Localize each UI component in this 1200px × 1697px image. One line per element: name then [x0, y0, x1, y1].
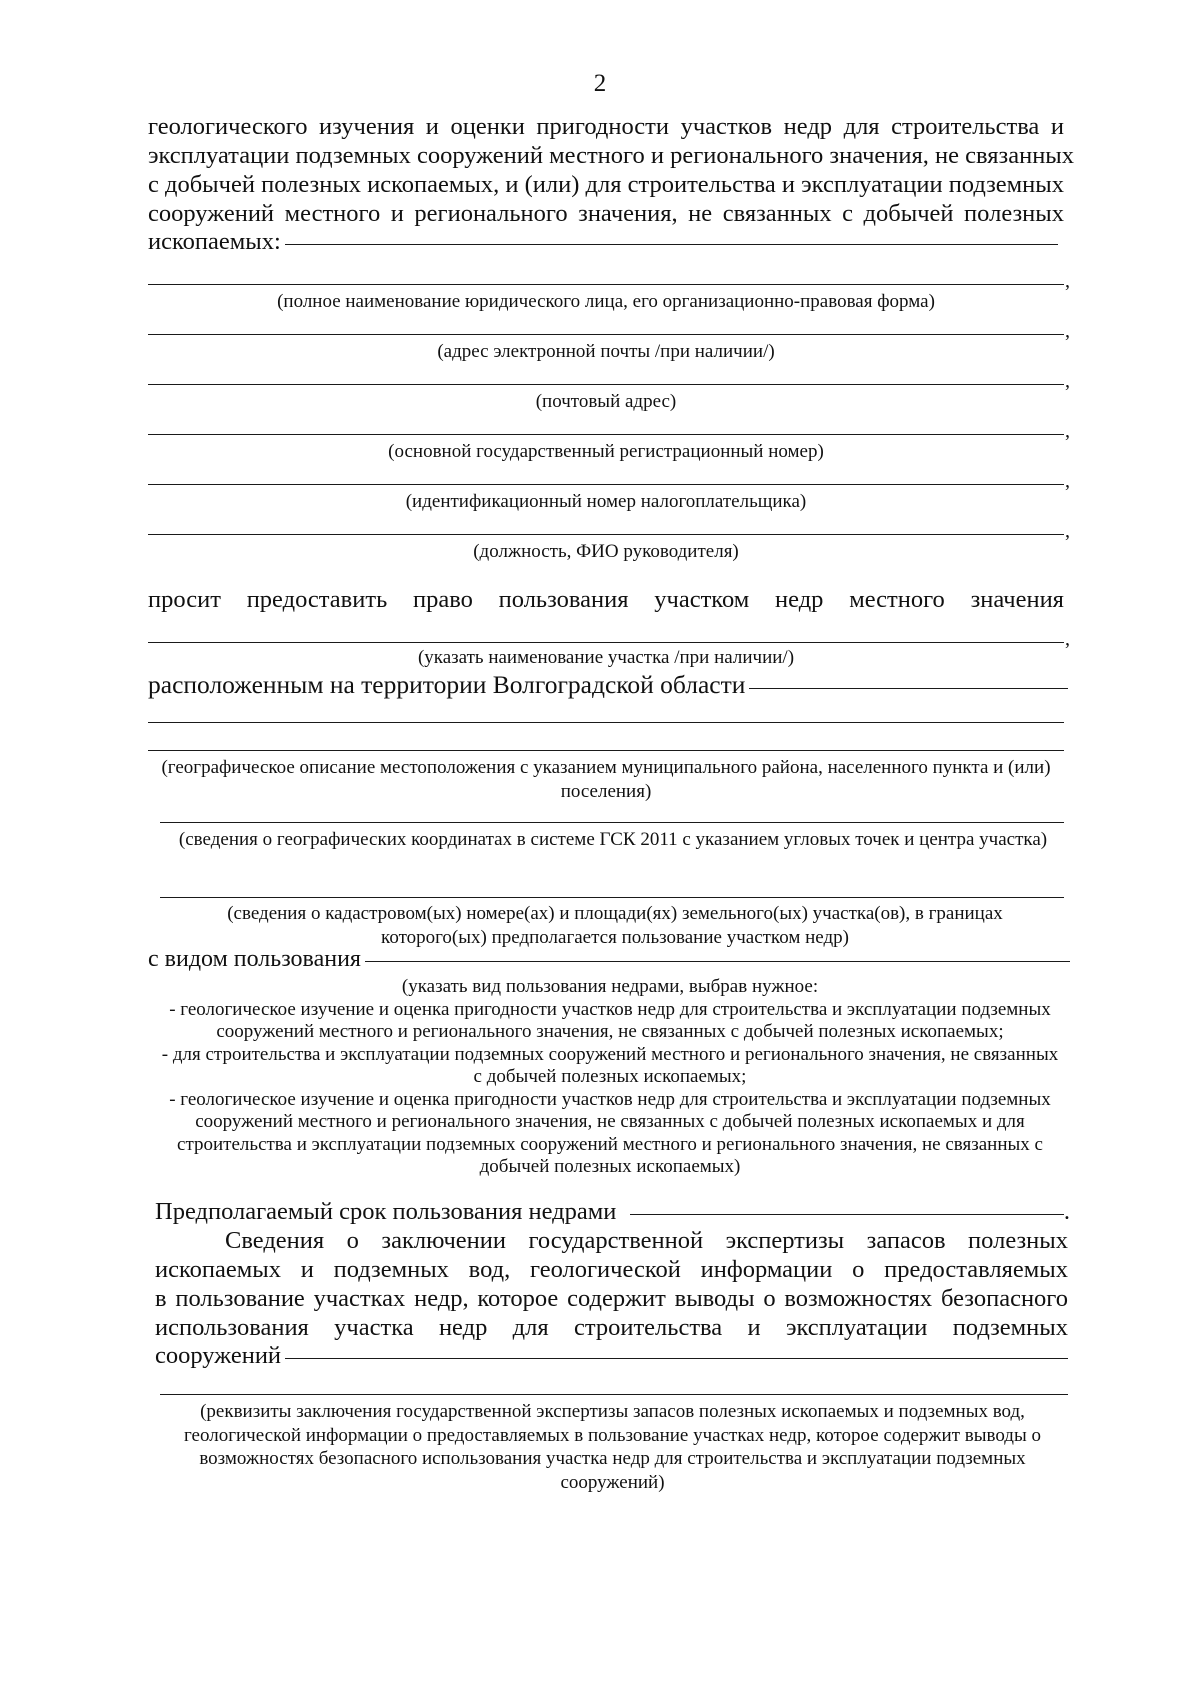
- expertise-field-line[interactable]: [160, 1394, 1068, 1395]
- intro-line: с добычей полезных ископаемых, и (или) для строительства и эксплуатации подземных: [148, 171, 1064, 198]
- plot-name-field[interactable]: [148, 642, 1064, 643]
- legal-name-field[interactable]: [148, 284, 1064, 285]
- request-line: [148, 585, 1064, 614]
- location-field-line[interactable]: [148, 722, 1064, 723]
- usage-label: с видом пользования: [148, 946, 361, 972]
- request-word: значения: [970, 586, 1064, 613]
- comma: ,: [1065, 420, 1070, 442]
- ogrn-field[interactable]: [148, 434, 1064, 435]
- comma: ,: [1065, 370, 1070, 392]
- caption-head: (должность, ФИО руководителя): [473, 541, 739, 562]
- caption-postal: (почтовый адрес): [535, 391, 677, 412]
- usage-option: - геологическое изучение и оценка пригодности участков недр для строительства и эксплуатации подземных сооружений местного и регионального значения, не связанных с добычей полезных ископаемых и для строительства и эксплуатации подземных сооружений местного и регионального значения, не связанных с добычей полезных ископаемых): [169, 1088, 1051, 1177]
- caption-usage-type: [160, 976, 1060, 1179]
- intro-last-row: [148, 228, 1058, 256]
- page-number: 2: [593, 70, 607, 97]
- usage-option: (указать вид пользования недрами, выбрав нужное:: [401, 976, 819, 997]
- intro-last-label: ископаемых:: [148, 228, 281, 255]
- request-word: пользования: [498, 586, 629, 613]
- comma: ,: [1065, 320, 1070, 342]
- blank-line[interactable]: [285, 244, 1058, 245]
- coordinates-field[interactable]: [160, 822, 1064, 823]
- caption-inn: (идентификационный номер налогоплательщика): [405, 491, 807, 512]
- usage-row: [148, 946, 1070, 973]
- term-label: Предполагаемый срок пользования недрами: [155, 1198, 617, 1225]
- comma: ,: [1065, 470, 1070, 492]
- postal-address-field[interactable]: [148, 384, 1064, 385]
- expertise-last-row: [155, 1342, 1068, 1370]
- caption-ogrn: (основной государственный регистрационный номер): [388, 441, 824, 462]
- caption-coordinates: (сведения о географических координатах в системе ГСК 2011 с указанием угловых точек и центра участка): [178, 829, 1048, 850]
- inn-field[interactable]: [148, 484, 1064, 485]
- cadastral-field[interactable]: [160, 897, 1064, 898]
- period: .: [1063, 1198, 1070, 1225]
- intro-line: сооружений местного и регионального значения, не связанных с добычей полезных: [148, 200, 1064, 227]
- expertise-line: в пользование участках недр, которое содержит выводы о возможностях безопасного: [155, 1285, 1068, 1312]
- caption-legal-name: (полное наименование юридического лица, его организационно-правовая форма): [277, 291, 935, 312]
- intro-line: геологического изучения и оценки пригодности участков недр для строительства и: [148, 113, 1064, 140]
- usage-option: - для строительства и эксплуатации подземных сооружений местного и регионального значения, не связанных с добычей полезных ископаемых;: [161, 1043, 1059, 1087]
- term-row: [155, 1198, 1070, 1226]
- head-field[interactable]: [148, 534, 1064, 535]
- usage-option: - геологическое изучение и оценка пригодности участков недр для строительства и эксплуатации подземных сооружений местного и регионального значения, не связанных с добычей полезных ископаемых;: [169, 998, 1051, 1042]
- expertise-last-label: сооружений: [155, 1342, 282, 1369]
- request-word: просит: [148, 586, 221, 613]
- email-field[interactable]: [148, 334, 1064, 335]
- location-field[interactable]: [749, 688, 1068, 689]
- expertise-field[interactable]: [285, 1358, 1068, 1359]
- caption-cadastral: (сведения о кадастровом(ых) номере(ах) и площади(ях) земельного(ых) участка(ов), в границах которого(ых) предполагается пользование участком недр): [227, 903, 1003, 948]
- located-label: расположенным на территории Волгоградской области: [148, 670, 746, 699]
- comma: ,: [1065, 628, 1070, 650]
- request-word: участком: [654, 586, 750, 613]
- request-word: недр: [775, 586, 824, 613]
- expertise-line: Сведения о заключении государственной экспертизы запасов полезных: [225, 1227, 1068, 1254]
- caption-email: (адрес электронной почты /при наличии/): [437, 341, 775, 362]
- caption-plot-name: (указать наименование участка /при наличии/): [417, 647, 795, 668]
- caption-geo-description: (географическое описание местоположения с указанием муниципального района, населенного пункта и (или) поселения): [161, 757, 1051, 802]
- location-field-line[interactable]: [148, 750, 1064, 751]
- term-field[interactable]: [630, 1214, 1064, 1215]
- expertise-line: использования участка недр для строительства и эксплуатации подземных: [155, 1314, 1068, 1341]
- request-word: предоставить: [246, 586, 388, 613]
- usage-field[interactable]: [365, 961, 1070, 962]
- expertise-line: ископаемых и подземных вод, геологической информации о предоставляемых: [155, 1256, 1068, 1283]
- location-row: [148, 670, 1068, 700]
- comma: ,: [1065, 520, 1070, 542]
- comma: ,: [1065, 270, 1070, 292]
- caption-expertise: (реквизиты заключения государственной экспертизы запасов полезных ископаемых и подземных вод, геологической информации о предоставляемых в пользование участках недр, которое содержит выводы о возможностях безопасного использования участка недр для строительства и эксплуатации подземных сооружений): [184, 1401, 1041, 1493]
- request-word: право: [413, 586, 473, 613]
- intro-line: эксплуатации подземных сооружений местного и регионального значения, не связанных: [148, 142, 1075, 169]
- request-word: местного: [849, 586, 945, 613]
